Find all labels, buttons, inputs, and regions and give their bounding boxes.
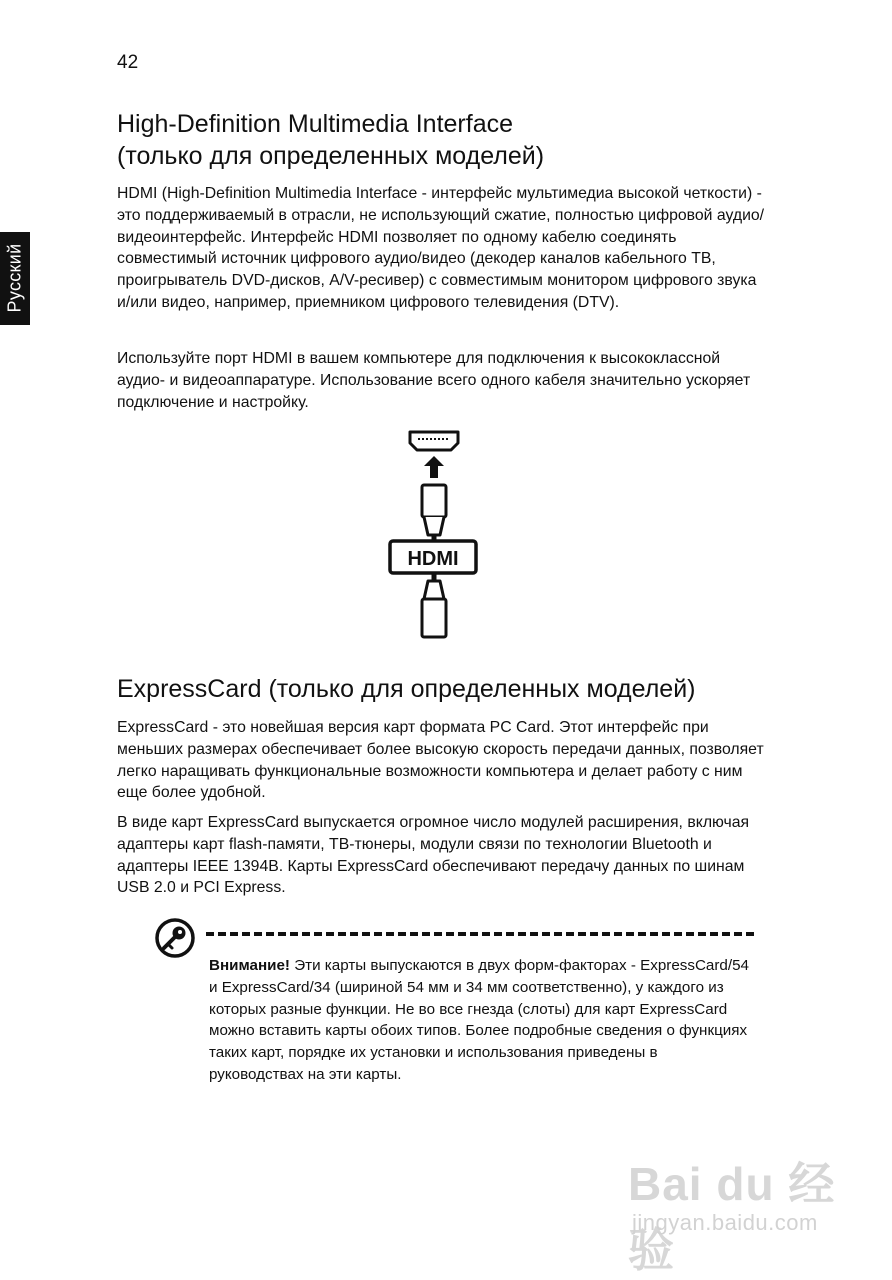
language-tab xyxy=(0,232,30,325)
hdmi-cable-icon xyxy=(388,428,478,643)
hdmi-paragraph-1: HDMI (High-Definition Multimedia Interface - интерфейс мультимедиа высокой четкости) - это поддерживаемый в отрасли, не использующий сжатие, полностью цифровой аудио/видеоинтерфейс. Интерфейс HDMI позволяет по одному кабелю соединять совместимый источник цифрового аудио/видео (декодер каналов кабельного ТВ, проигрыватель DVD-дисков, A/V-ресивер) с совместимым монитором цифрового звука и/или видео, например, приемником цифрового телевидения (DTV). xyxy=(117,185,765,311)
expresscard-paragraph-2: В виде карт ExpressCard выпускается огромное число модулей расширения, включая адаптеры карт flash-памяти, ТВ-тюнеры, модули связи по технологии Bluetooth и адаптеры IEEE 1394B. Карты ExpressCard обеспечивают передачу данных по шинам USB 2.0 и PCI Express. xyxy=(117,814,750,897)
language-tab-label: Русский xyxy=(4,243,25,313)
hdmi-cable-illustration xyxy=(388,428,478,648)
note-paragraph xyxy=(209,955,754,1086)
watermark-url: jingyan.baidu.com xyxy=(632,1210,818,1235)
watermark-logo: Bai du 经验 xyxy=(628,1158,836,1276)
note-body: Эти карты выпускаются в двух форм-факторах - ExpressCard/54 и ExpressCard/34 (шириной 54 мм и 34 мм соответственно), у каждого из которых разные функции. Не во все гнезда (слоты) для карт ExpressCard можно вставить карты обоих типов. Более подробные сведения о функциях таких карт, порядке их установки и использования приведены в руководствах на эти карты. xyxy=(209,957,749,1083)
hdmi-label-text: HDMI xyxy=(407,548,459,570)
watermark xyxy=(628,1148,838,1276)
hdmi-title-line1: High-Definition Multimedia Interface xyxy=(117,110,514,138)
hdmi-paragraph-2: Используйте порт HDMI в вашем компьютере для подключения к высококлассной аудио- и видеоаппаратуре. Использование всего одного кабеля значительно ускоряет подключение и настройку. xyxy=(117,350,751,411)
expresscard-section-title: ExpressCard (только для определенных моделей) xyxy=(117,675,696,703)
note-label: Внимание! xyxy=(209,957,290,974)
note-key-icon xyxy=(153,916,197,965)
note-divider xyxy=(206,932,754,936)
hdmi-section-title xyxy=(117,108,544,172)
hdmi-title-line2: (только для определенных моделей) xyxy=(117,142,545,170)
expresscard-paragraph-1: ExpressCard - это новейшая версия карт формата PC Card. Этот интерфейс при меньших размерах обеспечивает более высокую скорость передачи данных, позволяет легко наращивать функциональные возможности компьютера и делает работу с ним еще более удобной. xyxy=(117,719,764,802)
page-number: 42 xyxy=(117,52,139,73)
